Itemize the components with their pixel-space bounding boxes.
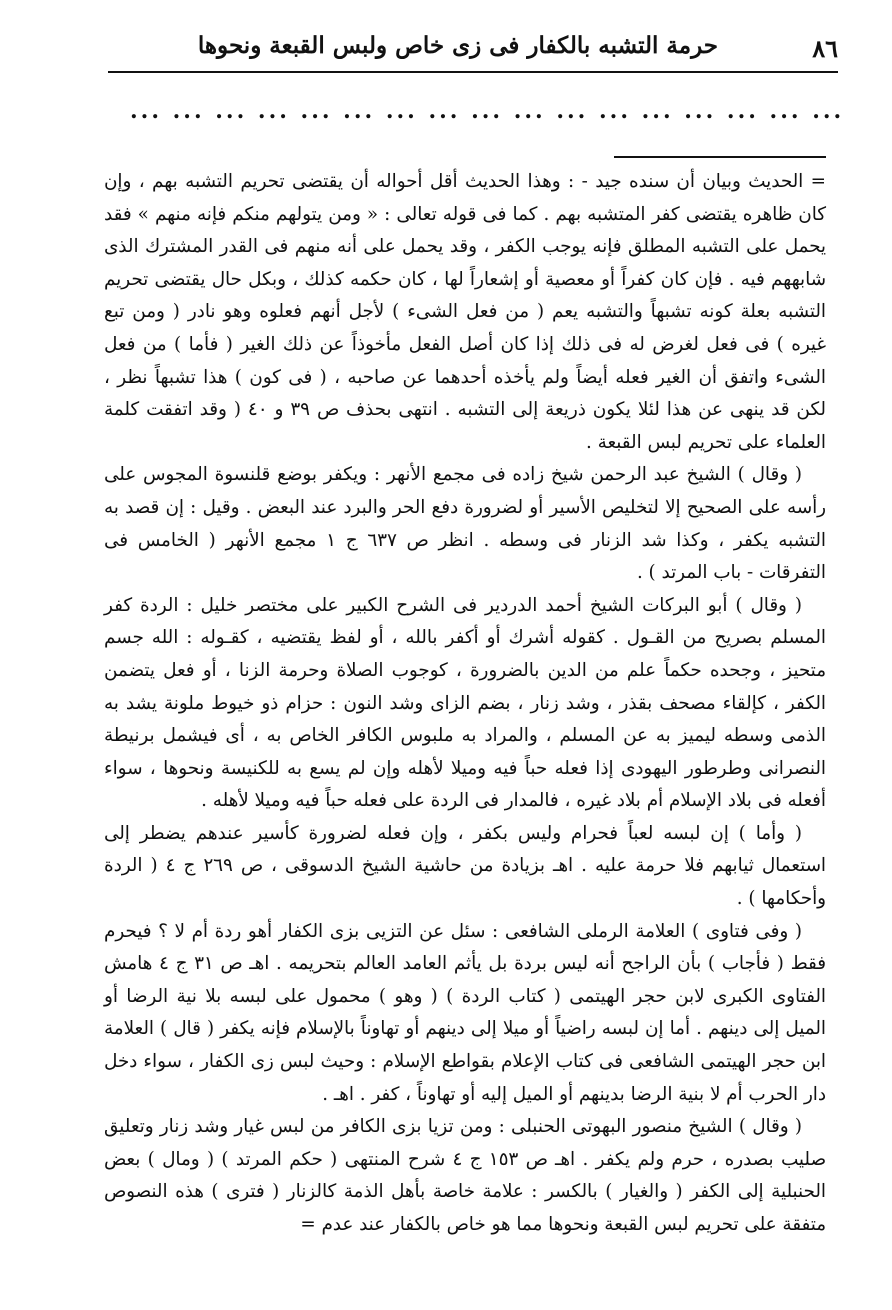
page-header bbox=[108, 30, 838, 70]
paragraph-ramli: ( وفى فتاوى ) العلامة الرملى الشافعى : سئل عن التزيى بزى الكفار أهو ردة أم لا ؟ فيحرم فقط ( فأجاب ) بأن الراجح أنه ليس بردة بل يأثم العامد العالم بتحريمه . اهـ ص ٣١ ج ٤ هامش الفتاوى الكبرى لابن حجر الهيتمى ( كتاب الردة ) ( وهو ) محمول على لبسه بلا نية الرضا أو الميل إلى دينهم . أما إن لبسه راضياً أو ميلا إلى دينهم أو تهاوناً بالإسلام فإنه يكفر ( قال ) العلامة ابن حجر الهيتمى الشافعى فى كتاب الإعلام بقواطع الإسلام : وحيث لبس زى الكفار ، سواء دخل دار الحرب أم لا بنية الرضا بدينهم أو الميل إليه أو تهاوناً ، كفر . اهـ . bbox=[104, 920, 826, 1105]
paragraph-hadith-commentary: = الحديث وبيان أن سنده جيد - : وهذا الحديث أقل أحواله أن يقتضى تحريم التشبه بهم ، وإن كان ظاهره يقتضى كفر المتشبه بهم . كما فى قوله تعالى : « ومن يتولهم منكم فإنه منهم » فقد يحمل على التشبه المطلق فإنه يوجب الكفر ، وقد يحمل على أنه منهم فى القدر المشترك الذى شابههم فيه . فإن كان كفراً أو معصية أو إشعاراً لها ، كان حكمه كذلك ، وبكل حال يقتضى تحريم التشبه بعلة كونه تشبهاً والتشبه يعم ( من فعل الشىء ) لأجل أنهم فعلوه وهو نادر ( ومن تبع غيره ) فى فعل لغرض له فى ذلك إذا كان أصل الفعل مأخوذاً عن ذلك الغير ( فأما ) من فعل الشىء واتفق أن الغير فعله أيضاً ولم يأخذه أحدهما عن صاحبه ، ( فى كون ) هذا تشبهاً نظر ، لكن قد ينهى عن هذا لئلا يكون ذريعة إلى التشبه . انتهى بحذف ص ٣٩ و ٤٠ ( وقد اتفقت كلمة العلماء على تحريم لبس القبعة . bbox=[104, 171, 827, 453]
paragraph-buhuti: ( وقال ) الشيخ منصور البهوتى الحنبلى : ومن تزيا بزى الكافر من لبس غيار وشد زنار وتعليق صليب بصدره ، حرم ولم يكفر . اهـ ص ١٥٣ ج ٤ شرح المنتهى ( حكم المرتد ) ( ومال ) بعض الحنبلية إلى الكفر ( والغيار ) بالكسر : علامة خاصة بأهل الذمة كالزنار ( فترى ) هذه النصوص متفقة على تحريم لبس القبعة ونحوها مما هو خاص بالكفار عند عدم = bbox=[104, 1116, 826, 1235]
body-text bbox=[104, 166, 826, 1242]
page-number: ٨٦ bbox=[812, 34, 838, 63]
paragraph-dardir: ( وقال ) أبو البركات الشيخ أحمد الدردير فى الشرح الكبير على مختصر خليل : الردة كفر المسلم بصريح من القـول . كقوله أشرك أو أكفر بالله ، أو لفظ يقتضيه ، كقـوله : الله جسم متحيز ، وجحده حكماً علم من الدين بالضرورة ، كوجوب الصلاة وحرمة الزنا ، أو فعل يتضمن الكفر ، كإلقاء مصحف بقذر ، وشد زنار ، بضم الزاى وشد النون : حزام ذو خيوط ملونة يشد به الذمى وسطه ليميز به عن المسلم ، والمراد به ملبوس الكافر الخاص به ، أى فيشمل برنيطة النصرانى وطرطور اليهودى إذا فعله حباً فيه وميلا لأهله وإن لم يسع به للكنيسة ونحوها ، سواء أفعله فى بلاد الإسلام أم بلاد غيره ، فالمدار فى الردة على فعله حباً فيه وميلا لأهله . bbox=[104, 594, 826, 812]
header-rule bbox=[108, 71, 838, 73]
paragraph-shaykhzadeh: ( وقال ) الشيخ عبد الرحمن شيخ زاده فى مجمع الأنهر : ويكفر بوضع قلنسوة المجوس على رأسه على الصحيح إلا لتخليص الأسير أو لضرورة دفع الحر والبرد عند البعض . وقيل : إن قصد به التشبه يكفر ، وكذا شد الزنار فى وسطه . انظر ص ٦٣٧ ج ١ مجمع الأنهر ( الخامس فى التفرقات - باب المرتد ) . bbox=[104, 464, 826, 584]
paragraph-dasuqi: ( وأما ) إن لبسه لعباً فحرام وليس بكفر ، وإن فعله لضرورة كأسير عندهم يضطر إلى استعمال ثيابهم فلا حرمة عليه . اهـ بزيادة من حاشية الشيخ الدسوقى ، ص ٢٦٩ ج ٤ ( الردة وأحكامها ) . bbox=[104, 822, 826, 910]
running-title: حرمة التشبه بالكفار فى زى خاص ولبس القبعة ونحوها bbox=[197, 32, 718, 59]
ellipsis-row: ... ... ... ... ... ... ... ... ... ... ... ... ... ... ... ... ... bbox=[130, 98, 845, 124]
footnote-rule bbox=[614, 156, 826, 158]
